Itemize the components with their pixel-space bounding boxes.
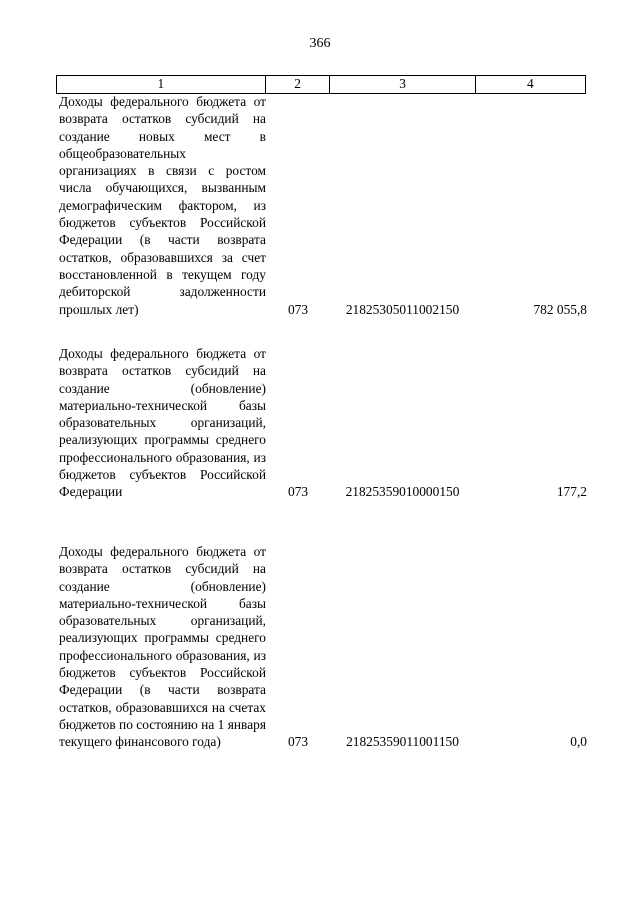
row-classification-code: 21825305011002150 [345, 301, 460, 317]
row-description: Доходы федерального бюджета от возврата остатков субсидий на создание (обновление) материально-технической базы образовательных организаций, реализующих программы среднего профессионального образования, из бюджетов субъектов Российской Федерации [59, 346, 266, 500]
row-amount: 177,2 [556, 484, 587, 500]
row-classification-code: 21825359011001150 [346, 734, 459, 750]
header-col-4: 4 [476, 76, 586, 93]
row-admin-code: 073 [287, 734, 309, 750]
row-admin-code: 073 [287, 301, 309, 317]
header-col-1: 1 [57, 76, 266, 93]
table-row [56, 93, 587, 318]
header-col-2: 2 [266, 76, 331, 93]
header-col-3: 3 [330, 76, 475, 93]
row-description: Доходы федерального бюджета от возврата остатков субсидий на создание (обновление) материально-технической базы образовательных организаций, реализующих программы среднего профессионального образования, из бюджетов субъектов Российской Федерации (в части возврата остатков, образовавшихся на счетах бюджетов по состоянию на 1 января текущего финансового года) [59, 544, 266, 750]
row-amount: 0,0 [570, 734, 587, 750]
table-row [56, 543, 587, 751]
table-row [56, 345, 587, 501]
row-classification-code: 21825359010000150 [345, 484, 460, 500]
row-description: Доходы федерального бюджета от возврата остатков субсидий на создание новых мест в общеобразовательных организациях в связи с ростом числа обучающихся, вызванным демографическим фактором, из бюджетов субъектов Российской Федерации (в части возврата остатков, образовавшихся за счет восстановленной в текущем году дебиторской задолженности прошлых лет) [59, 94, 266, 317]
table-header-row [56, 75, 586, 94]
revenue-table [56, 75, 586, 94]
row-admin-code: 073 [287, 484, 309, 500]
page-number: 366 [309, 36, 331, 51]
row-amount: 782 055,8 [533, 301, 587, 317]
